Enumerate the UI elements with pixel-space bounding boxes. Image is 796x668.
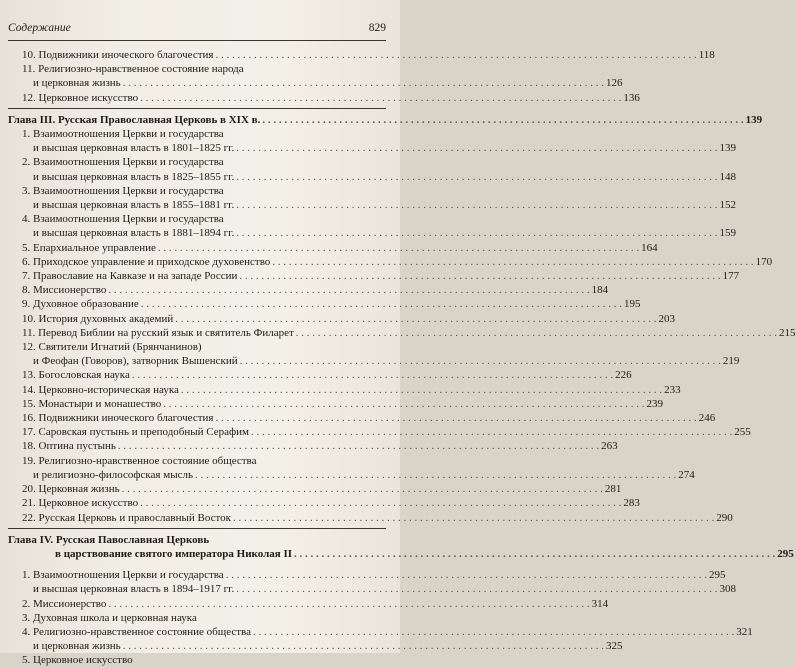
dot-leader [108,283,589,297]
toc-entry [8,653,386,667]
entry-page: 184 [591,284,609,297]
entry-title: 12. Святители Игнатий (Брянчанинов) [22,341,202,354]
entry-page: 126 [605,77,623,90]
dot-leader [226,568,707,582]
entry-page: 255 [734,426,751,439]
entry-title: и высшая церковная власть в 1881–1894 гг. [33,227,235,240]
dot-leader [239,269,720,283]
entry-title: 7. Православие на Кавказе и на западе России [22,270,238,283]
toc-entry [8,411,716,425]
entry-page: 170 [755,255,773,268]
entry-page: 246 [698,412,716,425]
dot-leader [294,547,775,561]
toc-entry [8,368,632,382]
entry-title: 5. Церковное искусство [22,654,133,667]
dot-leader [296,326,777,340]
entry-title: Глава IV. Русская Павославная Церковь [8,533,210,546]
toc-entry [8,625,753,639]
entry-title: 8. Миссионерство [22,284,107,297]
entry-title: 17. Саровская пустынь и преподобный Серафим [22,426,250,439]
entry-page: 139 [745,113,763,126]
dot-leader [240,354,721,368]
entry-title: 19. Религиозно-нравственное состояние общества [22,454,257,467]
toc-entry [8,62,386,76]
dot-leader [215,411,696,425]
toc-entry [8,141,736,155]
entry-title: 13. Богословская наука [22,369,130,382]
toc-entry [8,568,726,582]
toc-entry [8,397,664,411]
entry-title: 14. Церковно-историческая наука [22,383,179,396]
toc-entry [8,127,386,141]
entry-title: 10. Подвижники иноческого благочестия [22,49,214,61]
entry-title: 1. Взаимоотношения Церкви и государства [22,128,224,141]
chapter-heading [8,533,386,547]
section-divider [8,528,386,529]
page-number: 829 [368,22,386,34]
entry-title: 10. История духовных академий [22,312,174,325]
entry-title: и религиозно-философская мысль [33,468,193,481]
toc-entry [8,212,386,226]
entry-title: 4. Религиозно-нравственное состояние общества [22,625,251,638]
table-of-contents [8,48,796,668]
entry-page: 148 [719,170,736,183]
toc-entry [8,184,386,198]
toc-entry [8,496,640,510]
entry-title: 11. Перевод Библии на русский язык и святитель Филарет [22,326,294,339]
dot-leader [233,511,714,525]
dot-leader [236,582,717,596]
entry-page: 226 [615,369,632,382]
entry-title: 3. Духовная школа и церковная наука [22,611,197,624]
dot-leader [236,198,717,212]
section-divider [8,108,386,109]
dot-leader [175,312,656,326]
toc-entry [8,76,623,90]
entry-title: и Феофан (Говоров), затворник Вышенский [33,355,238,368]
entry-title: 20. Церковная жизнь [22,483,120,496]
toc-entry [8,48,715,62]
dot-leader [236,226,717,240]
dot-leader [141,297,622,311]
toc-entry [8,597,609,611]
toc-entry [8,454,386,468]
dot-leader [272,255,753,269]
header-divider [8,40,386,41]
entry-page: 239 [646,397,664,410]
entry-title: 18. Оптина пустынь [22,440,116,453]
entry-page: 136 [623,91,640,104]
entry-title: 4. Взаимоотношения Церкви и государства [22,213,224,226]
toc-entry [8,639,623,653]
entry-page: 314 [591,597,609,610]
entry-title: 21. Церковное искусство [22,497,139,510]
toc-entry [8,155,386,169]
toc-entry [8,283,609,297]
running-title: Содержание [8,22,71,34]
toc-entry [8,511,733,525]
chapter-heading [8,547,794,561]
dot-leader [158,241,639,255]
entry-title: 22. Русская Церковь и православный Восток [22,511,231,524]
entry-page: 118 [698,49,715,61]
entry-title: 1. Взаимоотношения Церкви и государства [22,569,224,582]
entry-page: 152 [719,199,736,212]
entry-title: 3. Взаимоотношения Церкви и государства [22,184,224,197]
toc-entry [8,297,641,311]
entry-page: 219 [722,355,740,368]
toc-entry [8,312,675,326]
entry-title: 15. Монастыри и монашество [22,397,162,410]
dot-leader [123,639,604,653]
entry-page: 195 [624,298,641,311]
entry-page: 295 [777,547,794,560]
entry-page: 215 [779,326,796,339]
dot-leader [253,625,734,639]
dot-leader [163,397,644,411]
dot-leader [195,468,676,482]
toc-entry [8,226,736,240]
toc-entry [8,255,773,269]
entry-page: 325 [605,640,623,653]
dot-leader [236,170,717,184]
entry-title: и церковная жизнь [33,640,121,653]
entry-title: 2. Взаимоотношения Церкви и государства [22,156,224,169]
toc-entry [8,340,386,354]
toc-entry [8,326,796,340]
dot-leader [140,496,621,510]
entry-title: и высшая церковная власть в 1825–1855 гг. [33,170,235,183]
dot-leader [215,48,696,62]
entry-title: и высшая церковная власть в 1855–1881 гг. [33,199,235,212]
entry-title: 16. Подвижники иноческого благочестия [22,412,214,425]
dot-leader [123,76,604,90]
entry-page: 283 [623,497,640,510]
entry-title: и высшая церковная власть в 1894–1917 гг. [33,583,235,596]
toc-entry [8,354,740,368]
dot-leader [262,113,743,127]
toc-entry [8,425,751,439]
toc-entry [8,198,736,212]
dot-leader [251,425,732,439]
toc-entry [8,611,386,625]
entry-title: 5. Епархиальное управление [22,241,156,254]
entry-title: и церковная жизнь [33,77,121,90]
entry-title: и высшая церковная власть в 1801–1825 гг. [33,142,235,155]
dot-leader [118,439,599,453]
dot-leader [122,482,603,496]
entry-page: 308 [719,583,736,596]
toc-entry [8,241,658,255]
toc-entry [8,468,695,482]
toc-entry [8,482,622,496]
toc-entry [8,582,736,596]
entry-title: 6. Приходское управление и приходское духовенство [22,255,271,268]
entry-page: 263 [601,440,618,453]
entry-page: 281 [604,483,622,496]
toc-entry [8,170,736,184]
entry-page: 274 [678,468,695,481]
dot-leader [181,383,662,397]
toc-entry [8,383,681,397]
entry-page: 177 [722,270,740,283]
entry-page: 159 [719,227,736,240]
spacer [8,561,386,568]
toc-entry [8,439,618,453]
entry-title: 9. Духовное образование [22,298,139,311]
entry-title: 2. Миссионерство [22,597,107,610]
entry-page: 233 [664,383,681,396]
entry-page: 203 [658,312,675,325]
entry-page: 139 [719,142,736,155]
dot-leader [108,597,589,611]
entry-page: 295 [708,569,726,582]
entry-title: 11. Религиозно-нравственное состояние народа [22,63,244,76]
toc-entry [8,91,640,105]
dot-leader [132,368,613,382]
entry-page: 290 [716,511,733,524]
dot-leader [236,141,717,155]
dot-leader [140,91,621,105]
chapter-heading [8,113,763,127]
entry-title: 12. Церковное искусство [22,91,139,104]
entry-title: Глава III. Русская Православная Церковь в XIX в. [8,113,261,126]
entry-page: 321 [736,625,753,638]
entry-page: 164 [641,241,658,254]
toc-entry [8,269,740,283]
entry-title: в царствование святого императора Николая II [55,547,293,560]
